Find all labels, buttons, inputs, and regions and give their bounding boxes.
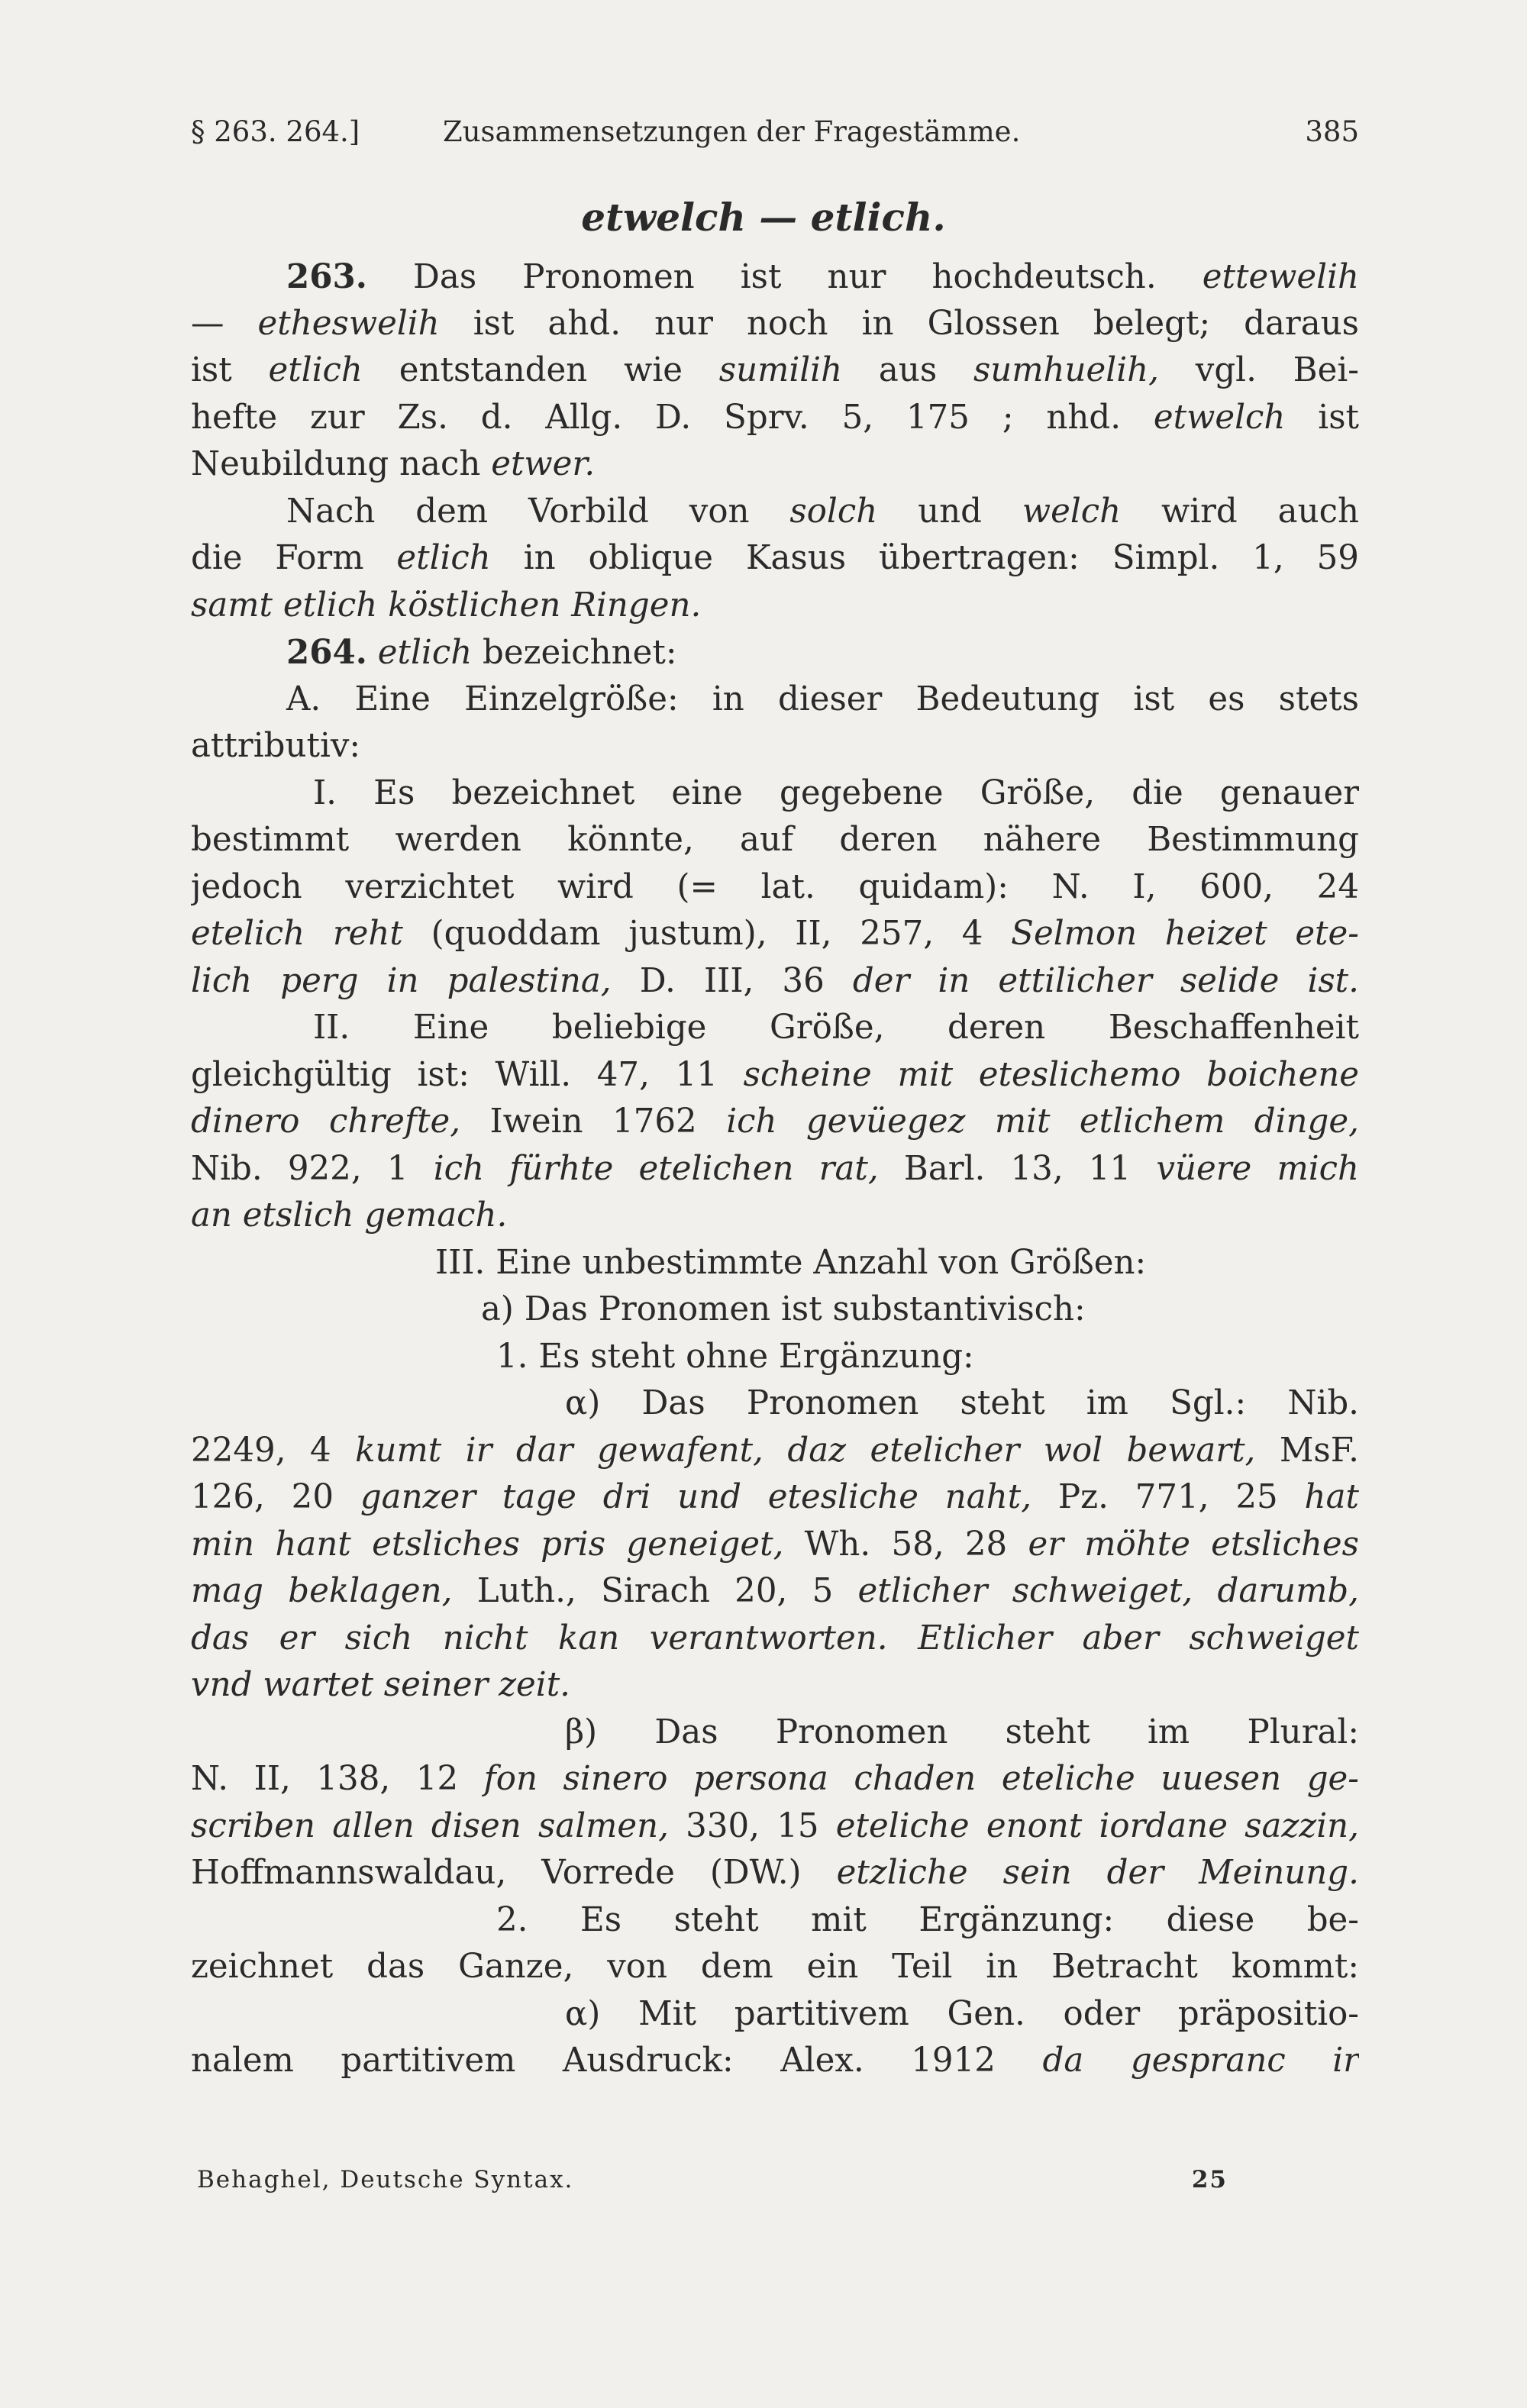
page-number: 385 — [1305, 115, 1359, 148]
text-line — [191, 347, 1359, 395]
text-line — [191, 1568, 1359, 1616]
text-span: hefte zur Zs. d. Allg. D. Sprv. 5, 175 ; nhd. — [191, 398, 1154, 437]
italic-span: vüere mich — [1156, 1149, 1359, 1188]
text-line — [191, 817, 1359, 864]
text-span: zeichnet das Ganze, von dem ein Teil in Betracht kommt: — [191, 1948, 1359, 1986]
text-span: bezeichnet: — [472, 634, 677, 672]
text-span: Nib. 922, 1 — [191, 1149, 434, 1188]
text-line — [191, 1428, 1359, 1475]
text-span: wird auch — [1121, 492, 1359, 531]
text-line — [191, 2038, 1359, 2085]
text-span: 126, 20 — [191, 1478, 360, 1516]
text-span: β) Das Pronomen steht im Plural: — [565, 1712, 1359, 1751]
text-span: jedoch verzichtet wird (= lat. quidam): N. I, 600, 24 — [191, 867, 1359, 906]
text-span: III. Eine unbestimmte Anzahl von Größen: — [435, 1243, 1147, 1282]
text-span: Neubildung nach — [191, 445, 492, 483]
text-line — [191, 1522, 1359, 1569]
italic-span: ettewelih — [1202, 258, 1359, 296]
text-span: Hoffmannswaldau, Vorrede (DW.) — [191, 1854, 837, 1892]
text-line — [191, 1662, 1359, 1709]
text-span: Luth., Sirach 20, 5 — [452, 1572, 858, 1610]
text-line — [191, 1240, 1359, 1287]
section-number: 264. — [286, 633, 367, 672]
text-span: attributiv: — [191, 727, 361, 765]
text-line — [191, 1616, 1359, 1663]
italic-span: welch — [1022, 492, 1122, 531]
italic-span: etlich — [396, 539, 491, 577]
text-span: (quoddam justum), II, 257, 4 — [402, 915, 1012, 953]
text-line — [191, 864, 1359, 912]
italic-span: etzliche sein der Meinung. — [836, 1854, 1359, 1892]
text-span: 1. Es steht ohne Ergänzung: — [496, 1337, 974, 1376]
italic-span: solch — [789, 492, 878, 531]
text-span: gleichgültig ist: Will. 47, 11 — [191, 1055, 744, 1094]
text-span: ist — [191, 351, 269, 389]
text-line — [191, 1193, 1359, 1240]
text-line — [191, 1850, 1359, 1897]
page-heading: etwelch — etlich. — [581, 195, 946, 240]
italic-span: etlicher schweiget, darumb, — [857, 1572, 1359, 1610]
text-line — [191, 1756, 1359, 1803]
italic-span: etheswelih — [257, 304, 440, 343]
italic-span: eteliche enont iordane sazzin, — [835, 1806, 1359, 1845]
text-line — [191, 1146, 1359, 1193]
text-line — [191, 441, 1359, 489]
running-head — [191, 113, 1359, 151]
text-span: Das Pronomen ist nur hochdeutsch. — [366, 258, 1203, 296]
italic-span: an etslich gemach. — [191, 1196, 508, 1235]
text-line — [191, 301, 1359, 348]
text-line — [191, 1099, 1359, 1146]
text-line — [191, 1052, 1359, 1099]
text-line — [191, 676, 1359, 724]
text-line — [191, 253, 1359, 301]
text-span: α) Das Pronomen steht im Sgl.: Nib. — [565, 1384, 1359, 1422]
text-span: 330, 15 — [668, 1806, 836, 1845]
text-line — [191, 535, 1359, 583]
footer — [197, 2161, 1228, 2199]
italic-span: sumhuelih, — [973, 351, 1159, 389]
text-line — [191, 1709, 1359, 1757]
text-span: ist — [1285, 398, 1359, 437]
italic-span: etwer. — [491, 445, 596, 483]
italic-span: etelich reht — [191, 915, 403, 953]
text-line — [191, 583, 1359, 630]
section-reference: § 263. 264.] — [191, 115, 360, 148]
italic-span: ganzer tage dri und etesliche naht, — [360, 1478, 1032, 1516]
italic-span: ich fürhte etelichen rat, — [433, 1149, 879, 1188]
text-line — [191, 395, 1359, 442]
italic-span: hat — [1304, 1478, 1359, 1516]
italic-span: etlich — [377, 634, 473, 672]
text-line — [191, 629, 1359, 676]
text-span: I. Es bezeichnet eine gegebene Größe, die genauer — [313, 773, 1359, 812]
text-span: aus — [842, 351, 973, 389]
italic-span: vnd wartet seiner zeit. — [191, 1666, 571, 1704]
running-title: Zusammensetzungen der Fragestämme. — [443, 115, 1021, 148]
text-line — [191, 911, 1359, 958]
italic-span: min hant etsliches pris geneiget, — [191, 1525, 784, 1564]
text-span: Barl. 13, 11 — [878, 1149, 1157, 1188]
text-line — [191, 1803, 1359, 1851]
text-line — [191, 1380, 1359, 1428]
italic-span: samt etlich köstlichen Ringen. — [191, 586, 702, 625]
text-span: α) Mit partitivem Gen. oder präpositio- — [565, 1994, 1359, 2033]
italic-span: da gespranc ir — [1042, 2042, 1359, 2080]
italic-span: fon sinero persona chaden eteliche uuesen ge- — [483, 1760, 1359, 1798]
text-span: entstanden wie — [362, 351, 719, 389]
text-line — [191, 1474, 1359, 1522]
italic-span: lich perg in palestina, — [191, 961, 612, 1000]
text-span: Iwein 1762 — [460, 1102, 727, 1141]
text-span: — — [191, 304, 258, 343]
text-span: und — [877, 492, 1022, 531]
text-span: 2. Es steht mit Ergänzung: diese be- — [496, 1900, 1359, 1939]
text-span: vgl. Bei- — [1158, 351, 1359, 389]
italic-span: ich gevüegez mit etlichem dinge, — [726, 1102, 1359, 1141]
italic-span: dinero chrefte, — [191, 1102, 461, 1141]
section-number: 263. — [286, 257, 367, 296]
text-line — [191, 1334, 1359, 1381]
text-span: ist ahd. nur noch in Glossen belegt; daraus — [439, 304, 1359, 343]
italic-span: kumt ir dar gewafent, daz etelicher wol bewart, — [355, 1431, 1256, 1470]
printer-signature: 25 — [1191, 2166, 1228, 2193]
text-line — [191, 1944, 1359, 1991]
text-span: nalem partitivem Ausdruck: Alex. 1912 — [191, 2042, 1043, 2080]
italic-span: etlich — [268, 351, 363, 389]
text-span: in oblique Kasus übertragen: Simpl. 1, 59 — [490, 539, 1359, 577]
text-line — [191, 958, 1359, 1005]
italic-span: scheine mit eteslichemo boichene — [743, 1055, 1359, 1094]
italic-span: etwelch — [1153, 398, 1286, 437]
italic-span: sumilih — [718, 351, 843, 389]
italic-span: Selmon heizet ete- — [1011, 915, 1359, 953]
text-span: die Form — [191, 539, 397, 577]
italic-span: er möhte etsliches — [1028, 1525, 1359, 1564]
text-line — [191, 1991, 1359, 2038]
text-span: A. Eine Einzelgröße: in dieser Bedeutung ist es stets — [286, 679, 1359, 718]
italic-span: der in ettilicher selide ist. — [852, 961, 1359, 1000]
italic-span: das er sich nicht kan verantworten. Etlicher aber schweiget — [191, 1619, 1359, 1658]
text-line — [191, 770, 1359, 818]
text-span: MsF. — [1255, 1431, 1359, 1470]
text-span: Nach dem Vorbild von — [286, 492, 790, 531]
text-line — [191, 489, 1359, 536]
text-span: Wh. 58, 28 — [783, 1525, 1028, 1564]
text-span: D. III, 36 — [611, 961, 853, 1000]
body-text — [191, 253, 1359, 2085]
text-span: bestimmt werden könnte, auf deren nähere Bestimmung — [191, 821, 1359, 859]
text-line — [191, 1897, 1359, 1945]
italic-span: scriben allen disen salmen, — [191, 1806, 669, 1845]
text-line — [191, 1286, 1359, 1334]
text-line — [191, 1005, 1359, 1052]
text-line — [191, 723, 1359, 770]
text-span: 2249, 4 — [191, 1431, 356, 1470]
text-span: II. Eine beliebige Größe, deren Beschaffenheit — [313, 1009, 1359, 1047]
text-span: Pz. 771, 25 — [1031, 1478, 1305, 1516]
footer-author: Behaghel, Deutsche Syntax. — [197, 2166, 574, 2193]
text-span: a) Das Pronomen ist substantivisch: — [481, 1290, 1086, 1328]
italic-span: mag beklagen, — [191, 1572, 453, 1610]
text-span: N. II, 138, 12 — [191, 1760, 484, 1798]
